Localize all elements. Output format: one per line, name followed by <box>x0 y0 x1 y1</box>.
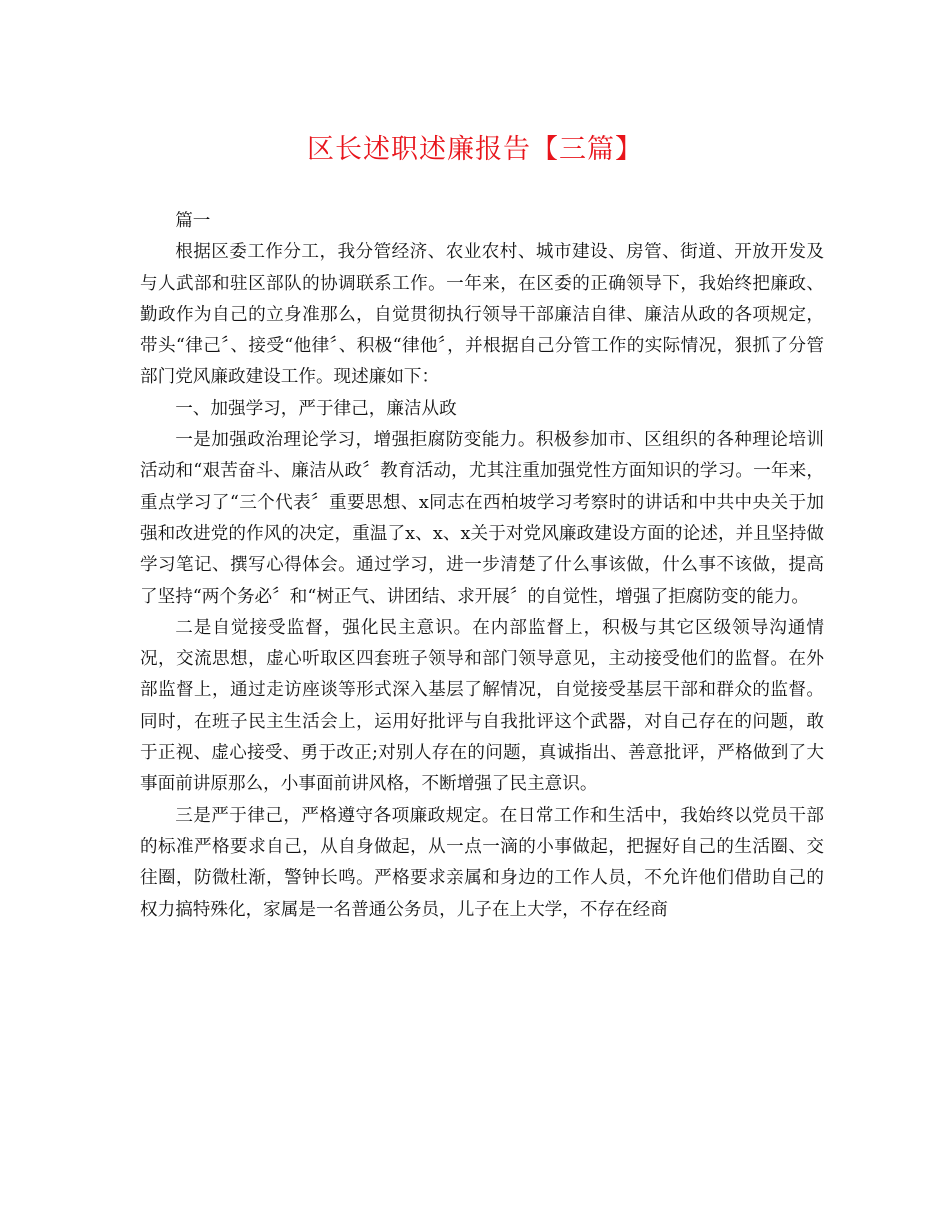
document-title: 区长述职述廉报告【三篇】 <box>307 134 643 165</box>
section-heading-part-one: 篇一 <box>175 211 211 231</box>
paragraph-political-study: 一是加强政治理论学习，增强拒腐防变能力。积极参加市、区组织的各种理论培训活动和“艰苦奋斗、廉洁从政〞教育活动，尤其注重加强党性方面知识的学习。一年来，重点学习了“三个代表〞重要思想、x同志在西柏坡学习考察时的讲话和中共中央关于加强和改进党的作风的决定，重温了x、x、x关于对党风廉政建设方面的论述，并且坚持做学习笔记、撰写心得体会。通过学习，进一步清楚了什么事该做，什么事不该做，提高了坚持“两个务必〞和“树正气、讲团结、求开展〞的自觉性，增强了拒腐防变的能力。 <box>140 430 824 607</box>
document-body <box>140 206 824 926</box>
paragraph-supervision: 二是自觉接受监督，强化民主意识。在内部监督上，积极与其它区级领导沟通情况，交流思想，虚心听取区四套班子领导和部门领导意见，主动接受他们的监督。在外部监督上，通过走访座谈等形式深入基层了解情况，自觉接受基层干部和群众的监督。同时，在班子民主生活会上，运用好批评与自我批评这个武器，对自己存在的问题，敢于正视、虚心接受、勇于改正;对别人存在的问题，真诚指出、善意批评，严格做到了大事面前讲原那么，小事面前讲风格，不断增强了民主意识。 <box>140 617 824 795</box>
section-heading-study: 一、加强学习，严于律己，廉洁从政 <box>175 398 457 419</box>
intro-paragraph: 根据区委工作分工，我分管经济、农业农村、城市建设、房管、街道、开放开发及与人武部和驻区部队的协调联系工作。一年来，在区委的正确领导下，我始终把廉政、勤政作为自己的立身准那么，自觉贯彻执行领导干部廉洁自律、廉洁从政的各项规定，带头“律己〞、接受“他律〞、积极“律他〞，并根据自己分管工作的实际情况，狠抓了分管部门党风廉政建设工作。现述廉如下： <box>140 242 824 388</box>
paragraph-self-discipline: 三是严于律己，严格遵守各项廉政规定。在日常工作和生活中，我始终以党员干部的标准严格要求自己，从自身做起，从一点一滴的小事做起，把握好自己的生活圈、交往圈，防微杜渐，警钟长鸣。严格要求亲属和身边的工作人员，不允许他们借助自己的权力搞特殊化，家属是一名普通公务员，儿子在上大学，不存在经商 <box>140 805 824 920</box>
